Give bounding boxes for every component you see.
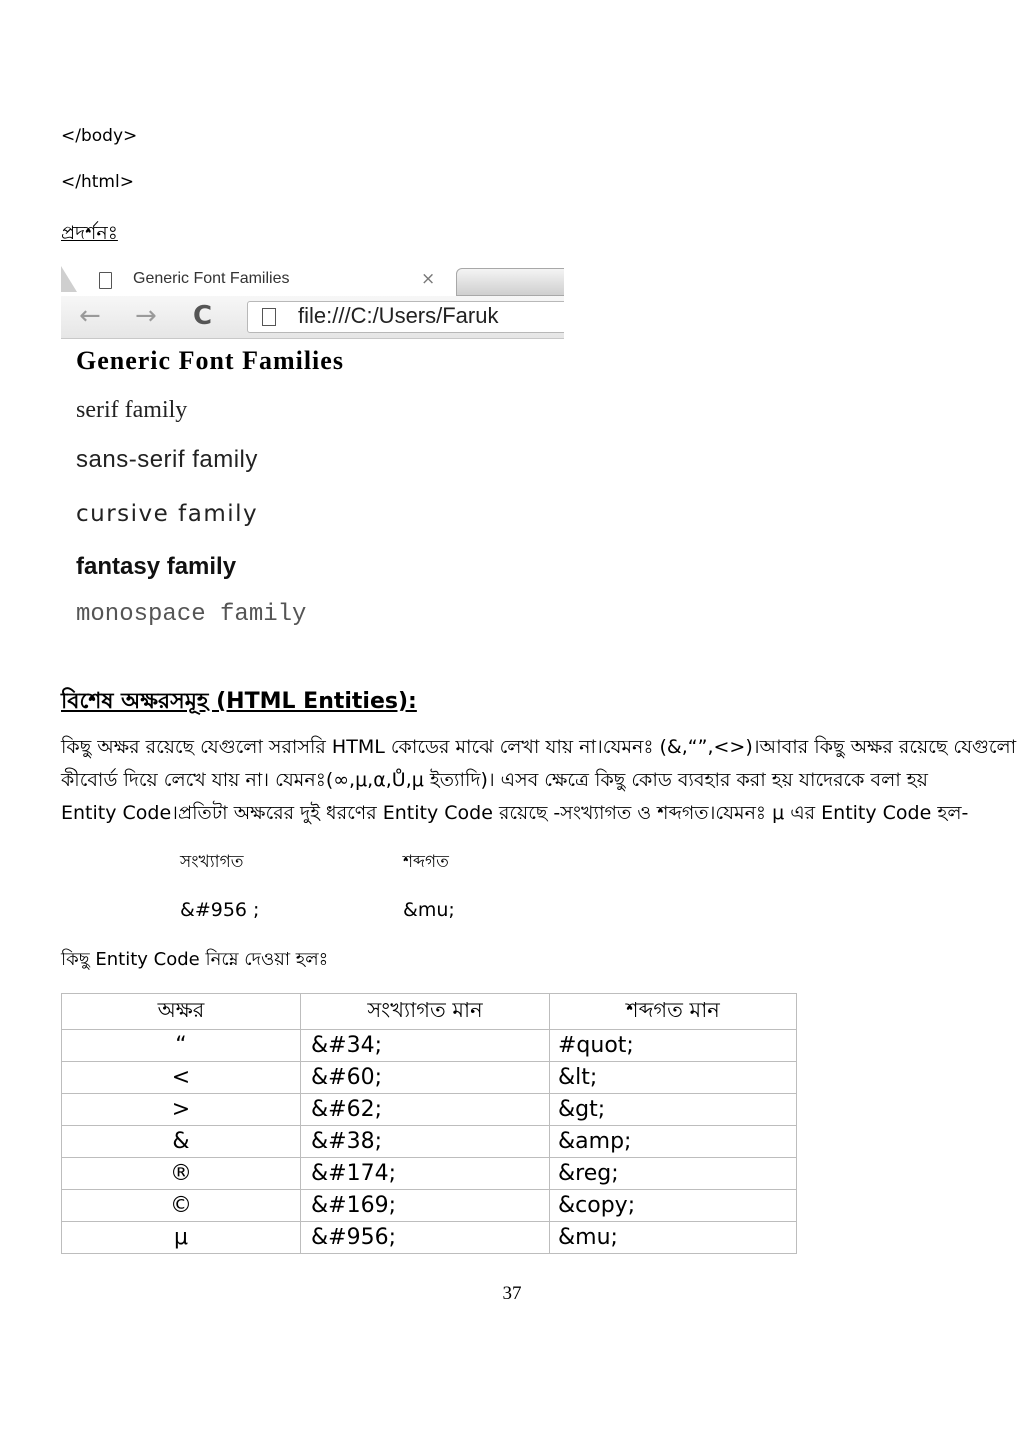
cell-numeric: &#34; <box>301 1030 550 1062</box>
cell-named: &lt; <box>550 1062 797 1094</box>
entity-table <box>61 993 797 1254</box>
table-intro: কিছু Entity Code নিম্নে দেওয়া হলঃ <box>61 949 329 970</box>
header-numeric: সংখ্যাগত মান <box>301 994 550 1030</box>
cell-named: &reg; <box>550 1158 797 1190</box>
cursive-line: cursive family <box>76 501 259 527</box>
table-row <box>62 1190 797 1222</box>
table-row <box>62 1062 797 1094</box>
cell-numeric: &#169; <box>301 1190 550 1222</box>
tab-title[interactable]: Generic Font Families <box>133 270 290 287</box>
cell-character: ® <box>62 1158 301 1190</box>
tab-edge <box>61 266 77 292</box>
cell-named: #quot; <box>550 1030 797 1062</box>
header-character: অক্ষর <box>62 994 301 1030</box>
new-tab-button[interactable] <box>456 268 564 296</box>
reload-icon[interactable]: C <box>193 301 213 331</box>
table-row <box>62 1094 797 1126</box>
close-icon[interactable]: × <box>421 269 436 289</box>
page-heading: Generic Font Families <box>76 346 344 375</box>
table-row <box>62 1030 797 1062</box>
browser-screenshot <box>61 266 564 636</box>
cell-character: © <box>62 1190 301 1222</box>
output-label: প্রদর্শনঃ <box>61 222 118 244</box>
cell-numeric: &#60; <box>301 1062 550 1094</box>
cell-character: > <box>62 1094 301 1126</box>
serif-line: serif family <box>76 397 188 423</box>
monospace-line: monospace family <box>76 601 307 628</box>
back-arrow-icon[interactable]: ← <box>79 301 101 331</box>
forward-arrow-icon[interactable]: → <box>135 301 157 331</box>
section-heading: বিশেষ অক্ষরসমূহ (HTML Entities): <box>61 689 417 714</box>
cell-numeric: &#956; <box>301 1222 550 1254</box>
code-line-html-close: </html> <box>61 172 134 192</box>
page-icon <box>99 272 112 289</box>
page-icon <box>262 308 276 326</box>
address-url[interactable]: file:///C:/Users/Faruk <box>298 303 499 328</box>
cell-numeric: &#62; <box>301 1094 550 1126</box>
cell-character: & <box>62 1126 301 1158</box>
table-row <box>62 1126 797 1158</box>
fantasy-line: fantasy family <box>76 553 237 580</box>
cell-character: “ <box>62 1030 301 1062</box>
numeric-value: &#956 ; <box>180 899 260 921</box>
cell-character: μ <box>62 1222 301 1254</box>
cell-named: &copy; <box>550 1190 797 1222</box>
description-paragraph <box>61 731 1017 830</box>
browser-toolbar <box>61 296 564 339</box>
header-named: শব্দগত মান <box>550 994 797 1030</box>
cell-named: &amp; <box>550 1126 797 1158</box>
tab-strip <box>61 266 564 296</box>
table-row <box>62 1158 797 1190</box>
named-label: শব্দগত <box>403 852 449 872</box>
cell-numeric: &#174; <box>301 1158 550 1190</box>
numeric-label: সংখ্যাগত <box>180 852 244 872</box>
table-row <box>62 1222 797 1254</box>
cell-character: < <box>62 1062 301 1094</box>
sans-serif-line: sans-serif family <box>76 446 258 473</box>
cell-named: &gt; <box>550 1094 797 1126</box>
table-header-row <box>62 994 797 1030</box>
code-line-body-close: </body> <box>61 126 138 146</box>
cell-numeric: &#38; <box>301 1126 550 1158</box>
paragraph-line: কিছু অক্ষর রয়েছে যেগুলো সরাসরি HTML কোডের মাঝে লেখা যায় না।যেমনঃ (&,“”,<>)।আবার কিছু অক্ষর রয়েছে যেগুলো <box>61 736 1017 758</box>
paragraph-line: কীবোর্ড দিয়ে লেখে যায় না। যেমনঃ(∞,μ,α,Ů,μ ইত্যাদি)। এসব ক্ষেত্রে কিছু কোড ব্যবহার করা হয় যাদেরকে বলা হয় <box>61 769 928 791</box>
page-number: 37 <box>502 1283 522 1304</box>
paragraph-line: Entity Code।প্রতিটা অক্ষরের দুই ধরণের Entity Code রয়েছে -সংখ্যাগত ও শব্দগত।যেমনঃ μ এর Entity Code হল- <box>61 802 969 824</box>
address-bar[interactable] <box>247 301 564 333</box>
cell-named: &mu; <box>550 1222 797 1254</box>
named-value: &mu; <box>403 899 455 921</box>
